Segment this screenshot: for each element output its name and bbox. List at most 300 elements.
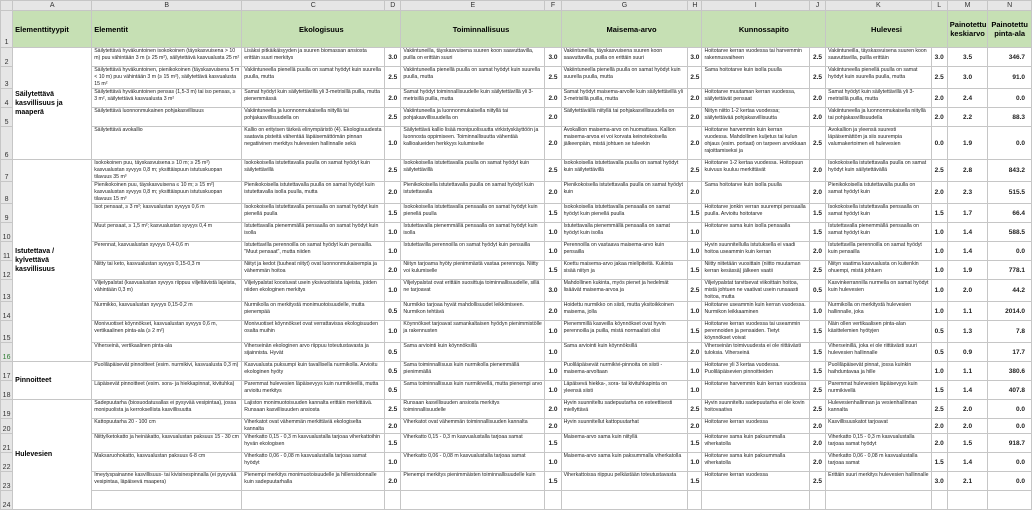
ekologisuus-score[interactable]: 1.0 [385, 127, 401, 160]
header-painotettu-pinta-ala[interactable]: Painotettu pinta-ala [988, 11, 1032, 48]
toiminnallisuus-text[interactable] [401, 453, 545, 472]
column-header[interactable]: C [242, 1, 385, 11]
kunnossapito-score[interactable]: 2.0 [809, 182, 825, 204]
maisema-score[interactable]: 2.0 [688, 127, 702, 160]
ekologisuus-score[interactable]: 3.0 [385, 48, 401, 67]
keskiarvo-value[interactable]: 2.0 [947, 400, 988, 419]
toiminnallisuus-score[interactable]: 2.0 [545, 182, 561, 204]
kunnossapito-score[interactable]: 2.0 [809, 453, 825, 472]
maisema-score[interactable]: 1.5 [688, 261, 702, 280]
pinta-ala-value[interactable]: 7.8 [988, 321, 1032, 343]
column-header[interactable]: L [931, 1, 947, 11]
toiminnallisuus-score[interactable]: 1.0 [545, 321, 561, 343]
row-number[interactable]: 12 [1, 261, 13, 280]
maisema-score[interactable]: 1.0 [688, 381, 702, 400]
ekologisuus-score[interactable]: 2.0 [385, 472, 401, 491]
maisema-text[interactable] [561, 321, 688, 343]
toiminnallisuus-text[interactable] [401, 48, 545, 67]
maisema-score[interactable]: 1.5 [688, 434, 702, 453]
hulevesi-score[interactable]: 2.0 [931, 419, 947, 434]
kunnossapito-text[interactable] [702, 204, 809, 223]
pinta-ala-value[interactable]: 778.1 [988, 261, 1032, 280]
maisema-text[interactable] [561, 160, 688, 182]
row-number[interactable]: 10 [1, 223, 13, 242]
ekologisuus-score[interactable]: 2.0 [385, 182, 401, 204]
element-name[interactable] [92, 453, 242, 472]
keskiarvo-value[interactable]: 1.4 [947, 242, 988, 261]
element-type-group[interactable]: Säilytettävä kasvillisuus ja maaperä [13, 48, 92, 160]
pinta-ala-value[interactable]: 44.2 [988, 280, 1032, 302]
ekologisuus-score[interactable]: 2.0 [385, 419, 401, 434]
kunnossapito-text[interactable] [702, 223, 809, 242]
keskiarvo-value[interactable]: 3.0 [947, 67, 988, 89]
toiminnallisuus-score[interactable]: 1.0 [545, 223, 561, 242]
column-header[interactable]: E [401, 1, 545, 11]
header-kunnossapito[interactable]: Kunnossapito [702, 11, 826, 48]
toiminnallisuus-text[interactable] [401, 321, 545, 343]
element-name[interactable] [92, 362, 242, 381]
kunnossapito-text[interactable] [702, 182, 809, 204]
empty-cell[interactable] [242, 491, 385, 510]
ekologisuus-score[interactable]: 1.5 [385, 434, 401, 453]
pinta-ala-value[interactable]: 66.4 [988, 204, 1032, 223]
ekologisuus-text[interactable] [242, 400, 385, 419]
maisema-score[interactable]: 1.0 [688, 362, 702, 381]
maisema-text[interactable] [561, 67, 688, 89]
ekologisuus-score[interactable]: 1.0 [385, 453, 401, 472]
ekologisuus-score[interactable]: 1.0 [385, 321, 401, 343]
hulevesi-score[interactable]: 2.5 [931, 160, 947, 182]
pinta-ala-value[interactable]: 380.6 [988, 362, 1032, 381]
ekologisuus-score[interactable]: 2.0 [385, 261, 401, 280]
element-name[interactable] [92, 204, 242, 223]
hulevesi-text[interactable] [826, 108, 931, 127]
kunnossapito-text[interactable] [702, 400, 809, 419]
maisema-text[interactable] [561, 280, 688, 302]
pinta-ala-value[interactable]: 0.0 [988, 242, 1032, 261]
row-number[interactable]: 4 [1, 89, 13, 108]
ekologisuus-score[interactable]: 1.5 [385, 204, 401, 223]
pinta-ala-value[interactable]: 407.8 [988, 381, 1032, 400]
kunnossapito-text[interactable] [702, 108, 809, 127]
element-name[interactable] [92, 419, 242, 434]
kunnossapito-score[interactable]: 2.5 [809, 127, 825, 160]
column-header[interactable]: H [688, 1, 702, 11]
maisema-text[interactable] [561, 434, 688, 453]
keskiarvo-value[interactable]: 1.9 [947, 261, 988, 280]
kunnossapito-score[interactable]: 2.5 [809, 381, 825, 400]
kunnossapito-score[interactable]: 1.5 [809, 362, 825, 381]
maisema-score[interactable]: 1.0 [688, 453, 702, 472]
keskiarvo-value[interactable]: 3.5 [947, 48, 988, 67]
maisema-text[interactable] [561, 242, 688, 261]
maisema-score[interactable]: 1.5 [688, 321, 702, 343]
maisema-text[interactable] [561, 204, 688, 223]
element-name[interactable] [92, 400, 242, 419]
keskiarvo-value[interactable]: 1.4 [947, 223, 988, 242]
ekologisuus-text[interactable] [242, 182, 385, 204]
pinta-ala-value[interactable]: 0.0 [988, 89, 1032, 108]
hulevesi-score[interactable]: 0.5 [931, 321, 947, 343]
maisema-text[interactable] [561, 400, 688, 419]
hulevesi-text[interactable] [826, 362, 931, 381]
hulevesi-text[interactable] [826, 280, 931, 302]
element-name[interactable] [92, 89, 242, 108]
empty-cell[interactable] [561, 491, 688, 510]
column-header[interactable]: D [385, 1, 401, 11]
hulevesi-score[interactable]: 1.0 [931, 280, 947, 302]
toiminnallisuus-score[interactable]: 1.5 [545, 204, 561, 223]
hulevesi-score[interactable]: 1.0 [931, 242, 947, 261]
row-number[interactable]: 23 [1, 472, 13, 491]
row-number[interactable]: 20 [1, 419, 13, 434]
hulevesi-text[interactable] [826, 472, 931, 491]
kunnossapito-text[interactable] [702, 321, 809, 343]
keskiarvo-value[interactable]: 1.1 [947, 302, 988, 321]
kunnossapito-score[interactable]: 1.0 [809, 302, 825, 321]
maisema-score[interactable]: 2.0 [688, 182, 702, 204]
select-all-corner[interactable] [1, 1, 13, 11]
hulevesi-score[interactable]: 2.0 [931, 89, 947, 108]
ekologisuus-text[interactable] [242, 280, 385, 302]
maisema-score[interactable]: 1.0 [688, 242, 702, 261]
maisema-text[interactable] [561, 302, 688, 321]
pinta-ala-value[interactable]: 17.7 [988, 343, 1032, 362]
ekologisuus-text[interactable] [242, 89, 385, 108]
ekologisuus-score[interactable]: 2.5 [385, 160, 401, 182]
header-hulevesi[interactable]: Hulevesi [826, 11, 948, 48]
pinta-ala-value[interactable]: 91.0 [988, 67, 1032, 89]
empty-cell[interactable] [988, 491, 1032, 510]
element-name[interactable] [92, 280, 242, 302]
element-name[interactable] [92, 223, 242, 242]
row-number[interactable]: 8 [1, 182, 13, 204]
header-elementit[interactable]: Elementit [92, 11, 242, 48]
ekologisuus-score[interactable]: 2.5 [385, 108, 401, 127]
row-number[interactable]: 5 [1, 108, 13, 127]
ekologisuus-text[interactable] [242, 127, 385, 160]
maisema-text[interactable] [561, 472, 688, 491]
ekologisuus-score[interactable]: 0.5 [385, 343, 401, 362]
maisema-score[interactable]: 2.5 [688, 67, 702, 89]
hulevesi-score[interactable]: 1.5 [931, 453, 947, 472]
hulevesi-score[interactable]: 2.0 [931, 108, 947, 127]
maisema-text[interactable] [561, 89, 688, 108]
kunnossapito-score[interactable]: 2.5 [809, 67, 825, 89]
kunnossapito-score[interactable]: 1.5 [809, 204, 825, 223]
toiminnallisuus-score[interactable]: 1.5 [545, 434, 561, 453]
ekologisuus-text[interactable] [242, 48, 385, 67]
keskiarvo-value[interactable]: 2.0 [947, 280, 988, 302]
maisema-text[interactable] [561, 108, 688, 127]
hulevesi-text[interactable] [826, 223, 931, 242]
hulevesi-text[interactable] [826, 434, 931, 453]
kunnossapito-text[interactable] [702, 89, 809, 108]
toiminnallisuus-text[interactable] [401, 89, 545, 108]
ekologisuus-text[interactable] [242, 160, 385, 182]
row-number[interactable]: 22 [1, 453, 13, 472]
maisema-score[interactable]: 2.5 [688, 400, 702, 419]
maisema-text[interactable] [561, 48, 688, 67]
kunnossapito-score[interactable]: 2.0 [809, 160, 825, 182]
header-toiminnallisuus[interactable]: Toiminnallisuus [401, 11, 561, 48]
keskiarvo-value[interactable]: 1.4 [947, 453, 988, 472]
ekologisuus-score[interactable]: 0.5 [385, 302, 401, 321]
ekologisuus-text[interactable] [242, 108, 385, 127]
keskiarvo-value[interactable]: 2.0 [947, 419, 988, 434]
kunnossapito-text[interactable] [702, 261, 809, 280]
ekologisuus-text[interactable] [242, 67, 385, 89]
maisema-text[interactable] [561, 381, 688, 400]
pinta-ala-value[interactable]: 0.0 [988, 453, 1032, 472]
keskiarvo-value[interactable]: 1.4 [947, 381, 988, 400]
hulevesi-text[interactable] [826, 182, 931, 204]
maisema-score[interactable]: 1.5 [688, 204, 702, 223]
header-maisema-arvo[interactable]: Maisema-arvo [561, 11, 702, 48]
empty-cell[interactable] [702, 491, 809, 510]
toiminnallisuus-text[interactable] [401, 127, 545, 160]
keskiarvo-value[interactable]: 1.1 [947, 362, 988, 381]
toiminnallisuus-text[interactable] [401, 280, 545, 302]
hulevesi-text[interactable] [826, 400, 931, 419]
maisema-score[interactable]: 1.0 [688, 223, 702, 242]
element-name[interactable] [92, 381, 242, 400]
maisema-text[interactable] [561, 362, 688, 381]
toiminnallisuus-text[interactable] [401, 434, 545, 453]
kunnossapito-score[interactable]: 2.5 [809, 400, 825, 419]
keskiarvo-value[interactable]: 1.3 [947, 321, 988, 343]
empty-cell[interactable] [826, 491, 931, 510]
hulevesi-text[interactable] [826, 242, 931, 261]
element-name[interactable] [92, 182, 242, 204]
hulevesi-text[interactable] [826, 127, 931, 160]
toiminnallisuus-score[interactable]: 2.0 [545, 400, 561, 419]
column-header[interactable]: I [702, 1, 809, 11]
row-number[interactable]: 11 [1, 242, 13, 261]
maisema-score[interactable]: 1.0 [688, 302, 702, 321]
toiminnallisuus-score[interactable]: 3.0 [545, 48, 561, 67]
toiminnallisuus-score[interactable]: 1.0 [545, 453, 561, 472]
toiminnallisuus-text[interactable] [401, 302, 545, 321]
maisema-score[interactable]: 2.0 [688, 343, 702, 362]
element-name[interactable] [92, 261, 242, 280]
toiminnallisuus-score[interactable]: 2.0 [545, 419, 561, 434]
toiminnallisuus-text[interactable] [401, 261, 545, 280]
column-header[interactable]: F [545, 1, 561, 11]
maisema-score[interactable]: 2.5 [688, 160, 702, 182]
toiminnallisuus-text[interactable] [401, 242, 545, 261]
hulevesi-text[interactable] [826, 48, 931, 67]
column-header[interactable]: G [561, 1, 688, 11]
ekologisuus-score[interactable]: 0.5 [385, 381, 401, 400]
hulevesi-score[interactable]: 2.0 [931, 182, 947, 204]
keskiarvo-value[interactable]: 2.8 [947, 160, 988, 182]
kunnossapito-text[interactable] [702, 472, 809, 491]
toiminnallisuus-score[interactable]: 3.0 [545, 280, 561, 302]
row-number[interactable]: 21 [1, 434, 13, 453]
hulevesi-score[interactable]: 1.5 [931, 204, 947, 223]
column-header[interactable]: N [988, 1, 1032, 11]
row-number[interactable]: 6 [1, 127, 13, 160]
kunnossapito-text[interactable] [702, 362, 809, 381]
ekologisuus-text[interactable] [242, 453, 385, 472]
column-header[interactable]: K [826, 1, 931, 11]
hulevesi-text[interactable] [826, 321, 931, 343]
row-number[interactable]: 18 [1, 381, 13, 400]
kunnossapito-score[interactable]: 2.5 [809, 48, 825, 67]
toiminnallisuus-text[interactable] [401, 362, 545, 381]
keskiarvo-value[interactable]: 1.5 [947, 434, 988, 453]
kunnossapito-text[interactable] [702, 381, 809, 400]
toiminnallisuus-text[interactable] [401, 67, 545, 89]
hulevesi-text[interactable] [826, 343, 931, 362]
header-ekologisuus[interactable]: Ekologisuus [242, 11, 401, 48]
kunnossapito-score[interactable]: 1.5 [809, 321, 825, 343]
row-number[interactable]: 2 [1, 48, 13, 67]
header-painotettu-keskiarvo[interactable]: Painotettu keskiarvo [947, 11, 988, 48]
keskiarvo-value[interactable]: 2.3 [947, 182, 988, 204]
kunnossapito-score[interactable]: 1.5 [809, 343, 825, 362]
kunnossapito-text[interactable] [702, 48, 809, 67]
toiminnallisuus-score[interactable]: 2.0 [545, 302, 561, 321]
keskiarvo-value[interactable]: 1.7 [947, 204, 988, 223]
kunnossapito-text[interactable] [702, 302, 809, 321]
column-header[interactable]: J [809, 1, 825, 11]
maisema-text[interactable] [561, 127, 688, 160]
element-name[interactable] [92, 343, 242, 362]
toiminnallisuus-text[interactable] [401, 419, 545, 434]
hulevesi-score[interactable]: 0.0 [931, 127, 947, 160]
hulevesi-score[interactable]: 1.0 [931, 261, 947, 280]
element-name[interactable] [92, 321, 242, 343]
toiminnallisuus-score[interactable]: 2.0 [545, 127, 561, 160]
maisema-score[interactable]: 1.5 [688, 472, 702, 491]
hulevesi-text[interactable] [826, 381, 931, 400]
empty-cell[interactable] [688, 491, 702, 510]
header-elementtityypit[interactable]: Elementtityypit [13, 11, 92, 48]
pinta-ala-value[interactable]: 2014.0 [988, 302, 1032, 321]
maisema-text[interactable] [561, 182, 688, 204]
kunnossapito-text[interactable] [702, 242, 809, 261]
row-number[interactable]: 24 [1, 491, 13, 510]
keskiarvo-value[interactable]: 0.9 [947, 343, 988, 362]
maisema-text[interactable] [561, 343, 688, 362]
keskiarvo-value[interactable]: 2.4 [947, 89, 988, 108]
maisema-text[interactable] [561, 261, 688, 280]
hulevesi-score[interactable]: 1.0 [931, 223, 947, 242]
ekologisuus-text[interactable] [242, 419, 385, 434]
maisema-text[interactable] [561, 223, 688, 242]
element-name[interactable] [92, 242, 242, 261]
element-name[interactable] [92, 160, 242, 182]
kunnossapito-score[interactable]: 0.5 [809, 280, 825, 302]
row-number[interactable]: 15 [1, 321, 13, 343]
pinta-ala-value[interactable]: 918.7 [988, 434, 1032, 453]
element-name[interactable] [92, 302, 242, 321]
element-name[interactable] [92, 48, 242, 67]
empty-cell[interactable] [809, 491, 825, 510]
ekologisuus-score[interactable]: 2.5 [385, 67, 401, 89]
ekologisuus-text[interactable] [242, 343, 385, 362]
pinta-ala-value[interactable]: 843.2 [988, 160, 1032, 182]
row-number[interactable]: 9 [1, 204, 13, 223]
hulevesi-text[interactable] [826, 89, 931, 108]
toiminnallisuus-text[interactable] [401, 381, 545, 400]
ekologisuus-text[interactable] [242, 302, 385, 321]
empty-cell[interactable] [385, 491, 401, 510]
maisema-text[interactable] [561, 453, 688, 472]
kunnossapito-score[interactable]: 2.0 [809, 242, 825, 261]
column-header[interactable]: B [92, 1, 242, 11]
toiminnallisuus-score[interactable]: 1.0 [545, 242, 561, 261]
kunnossapito-text[interactable] [702, 419, 809, 434]
element-name[interactable] [92, 127, 242, 160]
maisema-text[interactable] [561, 419, 688, 434]
toiminnallisuus-text[interactable] [401, 343, 545, 362]
toiminnallisuus-text[interactable] [401, 182, 545, 204]
toiminnallisuus-text[interactable] [401, 204, 545, 223]
ekologisuus-text[interactable] [242, 321, 385, 343]
kunnossapito-text[interactable] [702, 434, 809, 453]
row-number[interactable]: 3 [1, 67, 13, 89]
empty-cell[interactable] [947, 491, 988, 510]
ekologisuus-text[interactable] [242, 204, 385, 223]
row-number[interactable]: 7 [1, 160, 13, 182]
toiminnallisuus-text[interactable] [401, 108, 545, 127]
ekologisuus-text[interactable] [242, 223, 385, 242]
ekologisuus-score[interactable]: 2.5 [385, 400, 401, 419]
hulevesi-text[interactable] [826, 419, 931, 434]
pinta-ala-value[interactable]: 346.7 [988, 48, 1032, 67]
kunnossapito-text[interactable] [702, 280, 809, 302]
kunnossapito-score[interactable]: 2.5 [809, 472, 825, 491]
hulevesi-text[interactable] [826, 302, 931, 321]
element-name[interactable] [92, 434, 242, 453]
ekologisuus-text[interactable] [242, 242, 385, 261]
kunnossapito-text[interactable] [702, 160, 809, 182]
row-number[interactable]: 17 [1, 362, 13, 381]
kunnossapito-text[interactable] [702, 67, 809, 89]
row-number[interactable]: 16 [1, 343, 13, 362]
hulevesi-score[interactable]: 0.5 [931, 343, 947, 362]
row-number[interactable]: 19 [1, 400, 13, 419]
row-number[interactable]: 14 [1, 302, 13, 321]
toiminnallisuus-text[interactable] [401, 400, 545, 419]
ekologisuus-text[interactable] [242, 362, 385, 381]
kunnossapito-score[interactable]: 2.0 [809, 434, 825, 453]
hulevesi-score[interactable]: 1.0 [931, 362, 947, 381]
ekologisuus-score[interactable]: 2.0 [385, 89, 401, 108]
toiminnallisuus-score[interactable]: 1.0 [545, 343, 561, 362]
row-number[interactable]: 1 [1, 11, 13, 48]
toiminnallisuus-score[interactable]: 1.5 [545, 261, 561, 280]
toiminnallisuus-text[interactable] [401, 160, 545, 182]
ekologisuus-score[interactable]: 1.0 [385, 280, 401, 302]
maisema-score[interactable]: 2.0 [688, 108, 702, 127]
hulevesi-score[interactable]: 1.5 [931, 381, 947, 400]
ekologisuus-text[interactable] [242, 381, 385, 400]
hulevesi-score[interactable]: 2.5 [931, 67, 947, 89]
maisema-score[interactable]: 3.0 [688, 48, 702, 67]
pinta-ala-value[interactable]: 88.3 [988, 108, 1032, 127]
ekologisuus-score[interactable]: 1.0 [385, 223, 401, 242]
keskiarvo-value[interactable]: 2.2 [947, 108, 988, 127]
pinta-ala-value[interactable]: 0.0 [988, 400, 1032, 419]
toiminnallisuus-score[interactable]: 1.5 [545, 472, 561, 491]
toiminnallisuus-score[interactable]: 2.5 [545, 160, 561, 182]
maisema-score[interactable]: 2.0 [688, 89, 702, 108]
kunnossapito-text[interactable] [702, 127, 809, 160]
